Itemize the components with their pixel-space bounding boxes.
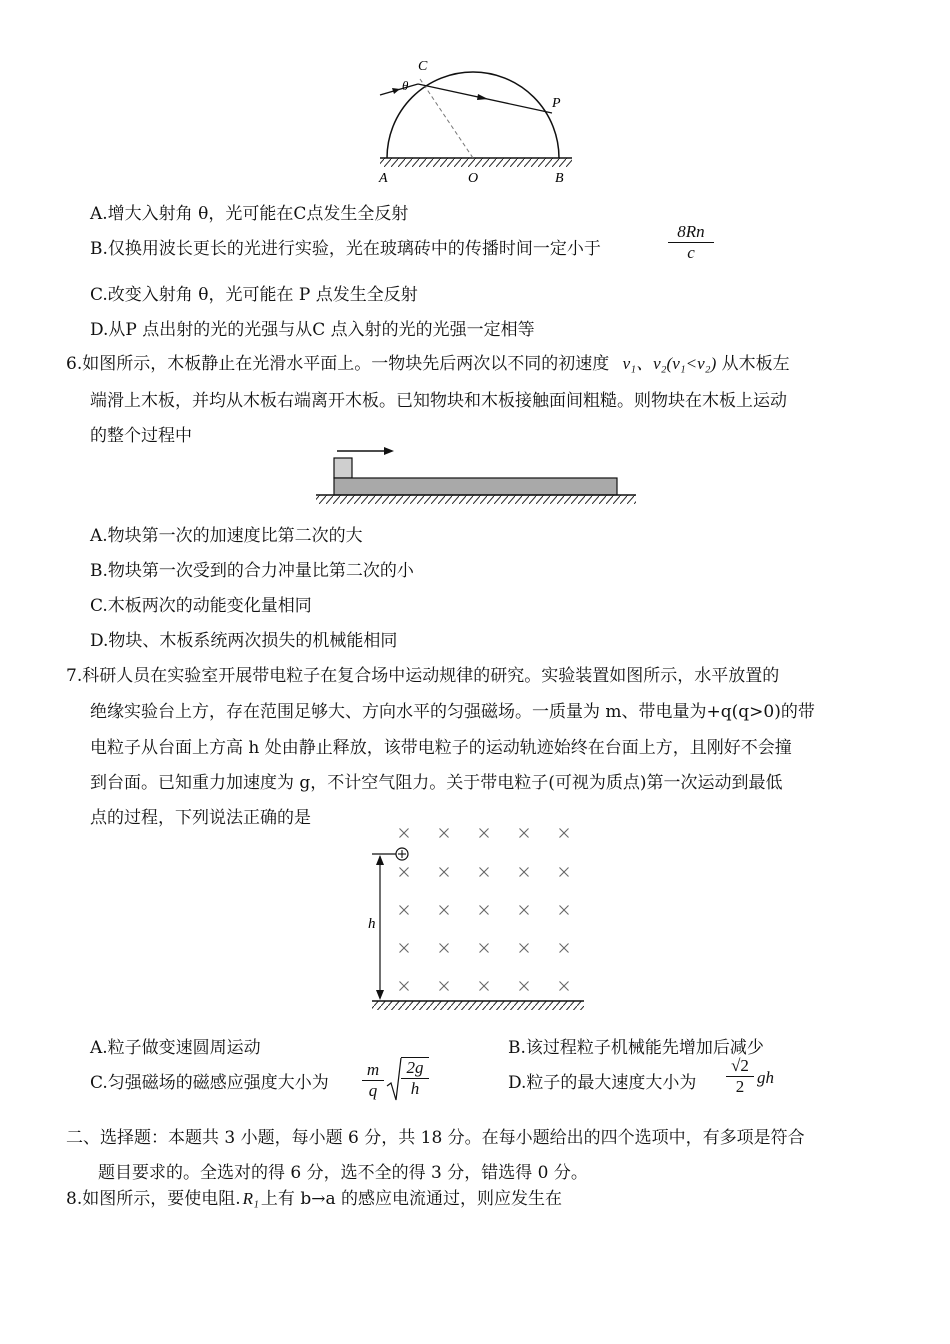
label-h: h xyxy=(368,916,376,932)
fraction-denominator: q xyxy=(368,1081,378,1100)
q8-stem xyxy=(66,1184,562,1209)
q7-option-c-radicand xyxy=(401,1057,429,1099)
q6-option-d: D.物块、木板系统两次损失的机械能相同 xyxy=(90,631,398,651)
q6-option-b: B.物块第一次受到的合力冲量比第二次的小 xyxy=(90,561,414,581)
label-b: B xyxy=(555,171,564,186)
fraction-numerator: 2g xyxy=(401,1058,429,1079)
q8-r1: R₁ xyxy=(242,1189,259,1208)
section2-heading-line2: 题目要求的。全选对的得 6 分，选不全的得 3 分，错选得 0 分。 xyxy=(98,1163,588,1183)
label-theta: θ xyxy=(402,78,409,93)
board xyxy=(334,478,617,495)
q7-stem-line4: 到台面。已知重力加速度为 g，不计空气阻力。关于带电粒子(可视为质点)第一次运动到最低 xyxy=(90,773,783,793)
q7-option-d-fraction xyxy=(726,1056,754,1097)
section2-heading-line1: 二、选择题：本题共 3 小题，每小题 6 分，共 18 分。在每小题给出的四个选项中，有多项是符合 xyxy=(66,1128,805,1148)
sqrt-sign xyxy=(386,1056,402,1102)
field-crosses xyxy=(400,829,569,991)
label-p: P xyxy=(552,96,561,111)
q6-stem-line3: 的整个过程中 xyxy=(90,426,192,446)
q6-option-c: C.木板两次的动能变化量相同 xyxy=(90,596,312,616)
q7-stem-line5: 点的过程，下列说法正确的是 xyxy=(90,808,311,828)
q8-stem-post: 上有 b→a 的感应电流通过，则应发生在 xyxy=(260,1189,562,1209)
q5-option-c: C.改变入射角 θ，光可能在 P 点发生全反射 xyxy=(90,285,418,305)
fraction-denominator: c xyxy=(687,243,695,262)
q5-option-d: D.从P 点出射的光的光强与从C 点入射的光的光强一定相等 xyxy=(90,320,535,340)
q8-stem-pre: 8.如图所示，要使电阻. xyxy=(66,1189,241,1209)
q6-stem-end: 从木板左 xyxy=(721,354,790,374)
q7-stem-line1: 7.科研人员在实验室开展带电粒子在复合场中运动规律的研究。实验装置如图所示，水平放置的 xyxy=(66,666,780,686)
fraction-numerator: √2 xyxy=(726,1056,754,1077)
label-c: C xyxy=(418,59,428,74)
semicircle-figure xyxy=(370,55,585,190)
refracted-arrow xyxy=(477,94,488,100)
q7-option-d: D.粒子的最大速度大小为 xyxy=(508,1073,697,1093)
fraction-denominator: h xyxy=(410,1079,420,1098)
block xyxy=(334,458,352,478)
q7-stem-line2: 绝缘实验台上方，存在范围足够大、方向水平的匀强磁场。一质量为 m、带电量为+q(q>0)的带 xyxy=(90,702,815,722)
q7-option-d-gh: gh xyxy=(757,1068,774,1087)
q6-option-a: A.物块第一次的加速度比第二次的大 xyxy=(90,526,363,546)
label-a: A xyxy=(379,171,388,186)
velocity-arrow-head xyxy=(384,447,394,455)
q7-stem-line3: 电粒子从台面上方高 h 处由静止释放，该带电粒子的运动轨迹始终在台面上方，且刚好不会撞 xyxy=(90,738,792,758)
incident-arrow xyxy=(392,88,400,94)
normal-line xyxy=(420,79,473,158)
q6-stem-text: 6.如图所示，木板静止在光滑水平面上。一物块先后两次以不同的初速度 xyxy=(66,354,610,374)
height-arrow-top xyxy=(376,855,384,865)
q7-option-a: A.粒子做变速圆周运动 xyxy=(90,1038,261,1058)
q6-velocities: v₁、v₂(v₁<v₂) xyxy=(622,354,717,373)
q6-stem-line2: 端滑上木板，并均从木板右端离开木板。已知物块和木板接触面间粗糙。则物块在木板上运动 xyxy=(90,391,787,411)
q7-option-b: B.该过程粒子机械能先增加后减少 xyxy=(508,1038,764,1058)
label-o: O xyxy=(468,171,479,186)
board-figure xyxy=(312,440,642,508)
q7-option-c: C.匀强磁场的磁感应强度大小为 xyxy=(90,1073,329,1093)
q5-option-b-fraction xyxy=(668,222,714,263)
fraction-numerator: m xyxy=(362,1060,384,1081)
q7-option-c-mq-fraction xyxy=(362,1060,384,1101)
q6-stem-line1 xyxy=(66,349,790,374)
fraction-numerator: 8Rn xyxy=(668,222,714,243)
height-arrow-bottom xyxy=(376,990,384,1000)
fraction-denominator: 2 xyxy=(735,1077,745,1096)
magnetic-field-figure xyxy=(360,822,590,1017)
q5-option-b: B.仅换用波长更长的光进行实验，光在玻璃砖中的传播时间一定小于 xyxy=(90,239,601,259)
q5-option-a: A.增大入射角 θ，光可能在C点发生全反射 xyxy=(90,204,409,224)
